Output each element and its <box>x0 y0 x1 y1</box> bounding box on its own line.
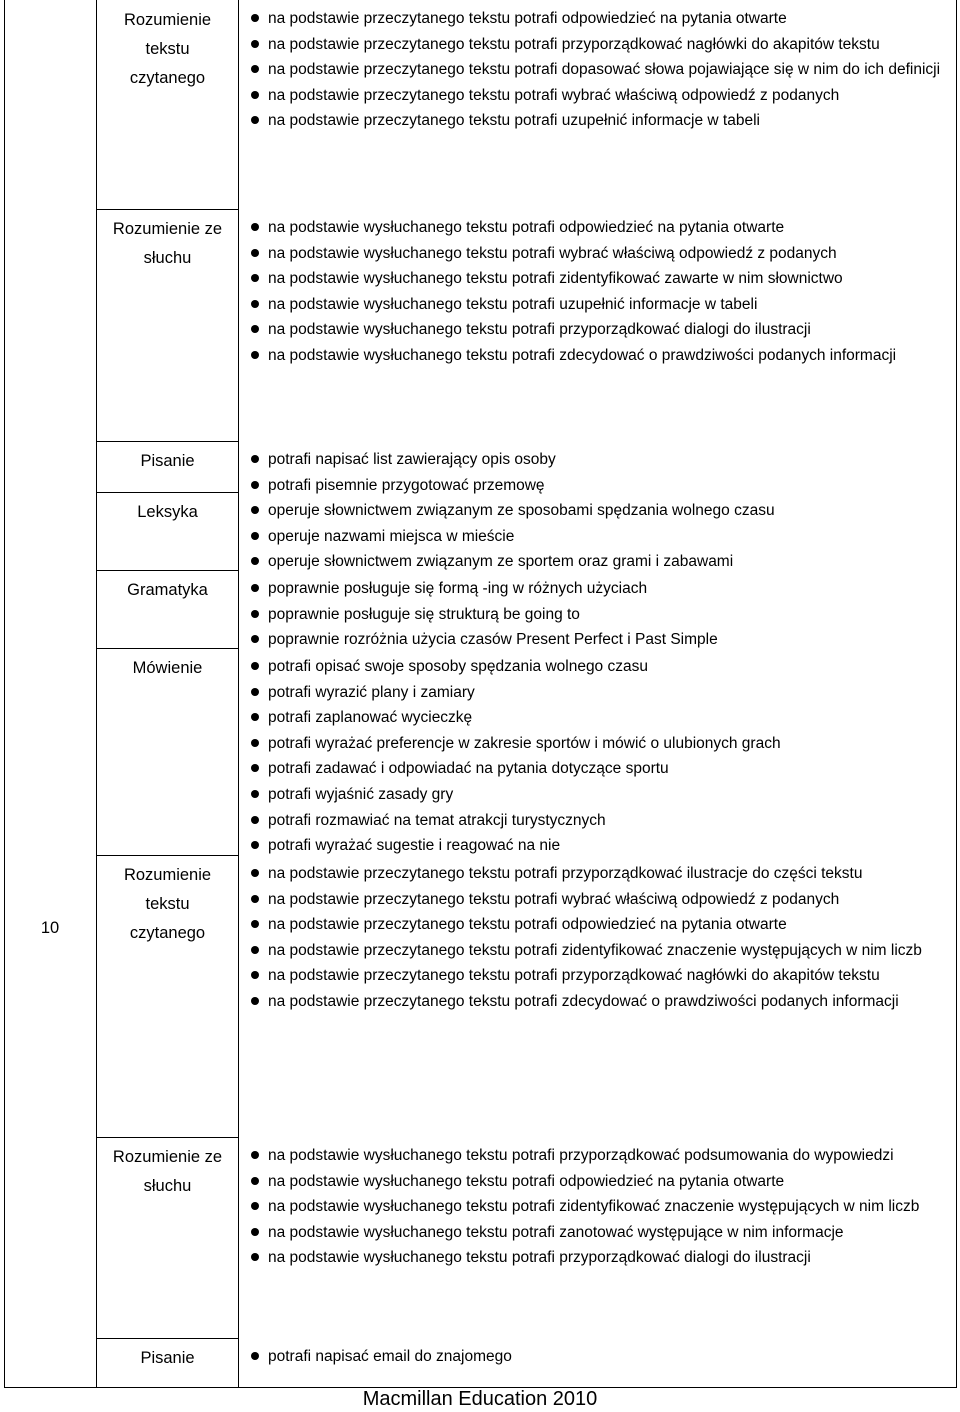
skill-item: na podstawie wysłuchanego tekstu potrafi przyporządkować dialogi do ilustracji <box>245 317 955 343</box>
section-row <box>97 441 556 494</box>
section-category: Leksyka <box>137 503 198 521</box>
skill-item: na podstawie przeczytanego tekstu potrafi przyporządkować nagłówki do akapitów tekstu <box>245 32 955 58</box>
unit-number: 10 <box>40 919 60 937</box>
skill-item: potrafi zadawać i odpowiadać na pytania dotyczące sportu <box>245 756 955 782</box>
skill-item: potrafi wyrazić plany i zamiary <box>245 680 955 706</box>
section-row <box>97 648 781 855</box>
section-row <box>97 1137 920 1338</box>
skill-item: na podstawie wysłuchanego tekstu potrafi uzupełnić informacje w tabeli <box>245 292 955 318</box>
skill-item: na podstawie przeczytanego tekstu potrafi zdecydować o prawdziwości podanych informacji <box>245 989 955 1015</box>
section-category: Rozumienie tekstu czytanego <box>123 866 212 942</box>
skill-item: potrafi zaplanować wycieczkę <box>245 705 955 731</box>
skill-item: na podstawie wysłuchanego tekstu potrafi zanotować występujące w nim informacje <box>245 1220 955 1246</box>
skill-item: potrafi napisać list zawierający opis osoby <box>245 447 955 473</box>
skill-item: na podstawie przeczytanego tekstu potrafi odpowiedzieć na pytania otwarte <box>245 6 955 32</box>
section-category: Pisanie <box>140 452 195 470</box>
skill-item: na podstawie przeczytanego tekstu potrafi wybrać właściwą odpowiedź z podanych <box>245 83 955 109</box>
section-category: Rozumienie ze słuchu <box>112 1148 223 1195</box>
skill-item: operuje słownictwem związanym ze sportem oraz grami i zabawami <box>245 549 955 575</box>
skill-item: na podstawie wysłuchanego tekstu potrafi odpowiedzieć na pytania otwarte <box>245 1169 955 1195</box>
skill-item: potrafi opisać swoje sposoby spędzania wolnego czasu <box>245 654 955 680</box>
table-border-left <box>4 0 5 1388</box>
skill-item: potrafi wyjaśnić zasady gry <box>245 782 955 808</box>
skill-list <box>245 576 955 653</box>
skill-item: na podstawie wysłuchanego tekstu potrafi odpowiedzieć na pytania otwarte <box>245 215 955 241</box>
skill-item: na podstawie przeczytanego tekstu potrafi przyporządkować ilustracje do części tekstu <box>245 861 955 887</box>
skill-item: potrafi napisać email do znajomego <box>245 1344 955 1370</box>
section-row <box>97 209 897 441</box>
skill-item: poprawnie posługuje się formą -ing w różnych użyciach <box>245 576 955 602</box>
skill-item: na podstawie wysłuchanego tekstu potrafi zdecydować o prawdziwości podanych informacji <box>245 343 955 369</box>
skill-list <box>245 6 955 134</box>
skill-item: na podstawie wysłuchanego tekstu potrafi wybrać właściwą odpowiedź z podanych <box>245 241 955 267</box>
skill-item: na podstawie wysłuchanego tekstu potrafi zidentyfikować zawarte w nim słownictwo <box>245 266 955 292</box>
skill-item: poprawnie rozróżnia użycia czasów Present Perfect i Past Simple <box>245 627 955 653</box>
section-row <box>97 492 775 571</box>
skill-item: na podstawie wysłuchanego tekstu potrafi zidentyfikować znaczenie występujących w nim liczb <box>245 1194 955 1220</box>
skill-list <box>245 215 955 369</box>
skill-item: poprawnie posługuje się strukturą be going to <box>245 602 955 628</box>
skill-list <box>245 654 955 859</box>
skill-item: na podstawie przeczytanego tekstu potrafi uzupełnić informacje w tabeli <box>245 108 955 134</box>
skill-item: na podstawie przeczytanego tekstu potrafi wybrać właściwą odpowiedź z podanych <box>245 887 955 913</box>
skill-item: operuje słownictwem związanym ze sposobami spędzania wolnego czasu <box>245 498 955 524</box>
skill-item: na podstawie przeczytanego tekstu potrafi odpowiedzieć na pytania otwarte <box>245 912 955 938</box>
skill-item: potrafi pisemnie przygotować przemowę <box>245 473 955 499</box>
skill-list <box>245 1143 955 1271</box>
skill-item: na podstawie przeczytanego tekstu potrafi zidentyfikować znaczenie występujących w nim liczb <box>245 938 955 964</box>
skill-item: potrafi wyrażać sugestie i reagować na nie <box>245 833 955 859</box>
table-divider-category <box>238 0 239 1388</box>
skill-item: na podstawie przeczytanego tekstu potrafi dopasować słowa pojawiające się w nim do ich definicji <box>245 57 955 83</box>
skill-item: na podstawie przeczytanego tekstu potrafi przyporządkować nagłówki do akapitów tekstu <box>245 963 955 989</box>
skill-item: operuje nazwami miejsca w mieście <box>245 524 955 550</box>
section-category: Rozumienie tekstu czytanego <box>123 11 212 87</box>
table-border-right <box>956 0 957 1388</box>
footer-publisher: Macmillan Education 2010 <box>362 1388 598 1410</box>
section-row <box>97 1338 512 1387</box>
skill-list <box>245 1344 955 1370</box>
skill-list <box>245 861 955 1015</box>
skill-item: potrafi rozmawiać na temat atrakcji turystycznych <box>245 808 955 834</box>
skill-item: potrafi wyrażać preferencje w zakresie sportów i mówić o ulubionych grach <box>245 731 955 757</box>
section-row <box>97 570 718 649</box>
section-category: Rozumienie ze słuchu <box>112 220 223 267</box>
skill-item: na podstawie wysłuchanego tekstu potrafi przyporządkować dialogi do ilustracji <box>245 1245 955 1271</box>
section-row <box>97 855 922 1137</box>
section-row <box>97 0 941 209</box>
section-category: Mówienie <box>132 659 203 677</box>
skill-list <box>245 498 955 575</box>
section-category: Gramatyka <box>127 581 208 599</box>
skill-item: na podstawie wysłuchanego tekstu potrafi przyporządkować podsumowania do wypowiedzi <box>245 1143 955 1169</box>
skill-list <box>245 447 955 498</box>
section-category: Pisanie <box>140 1349 195 1367</box>
